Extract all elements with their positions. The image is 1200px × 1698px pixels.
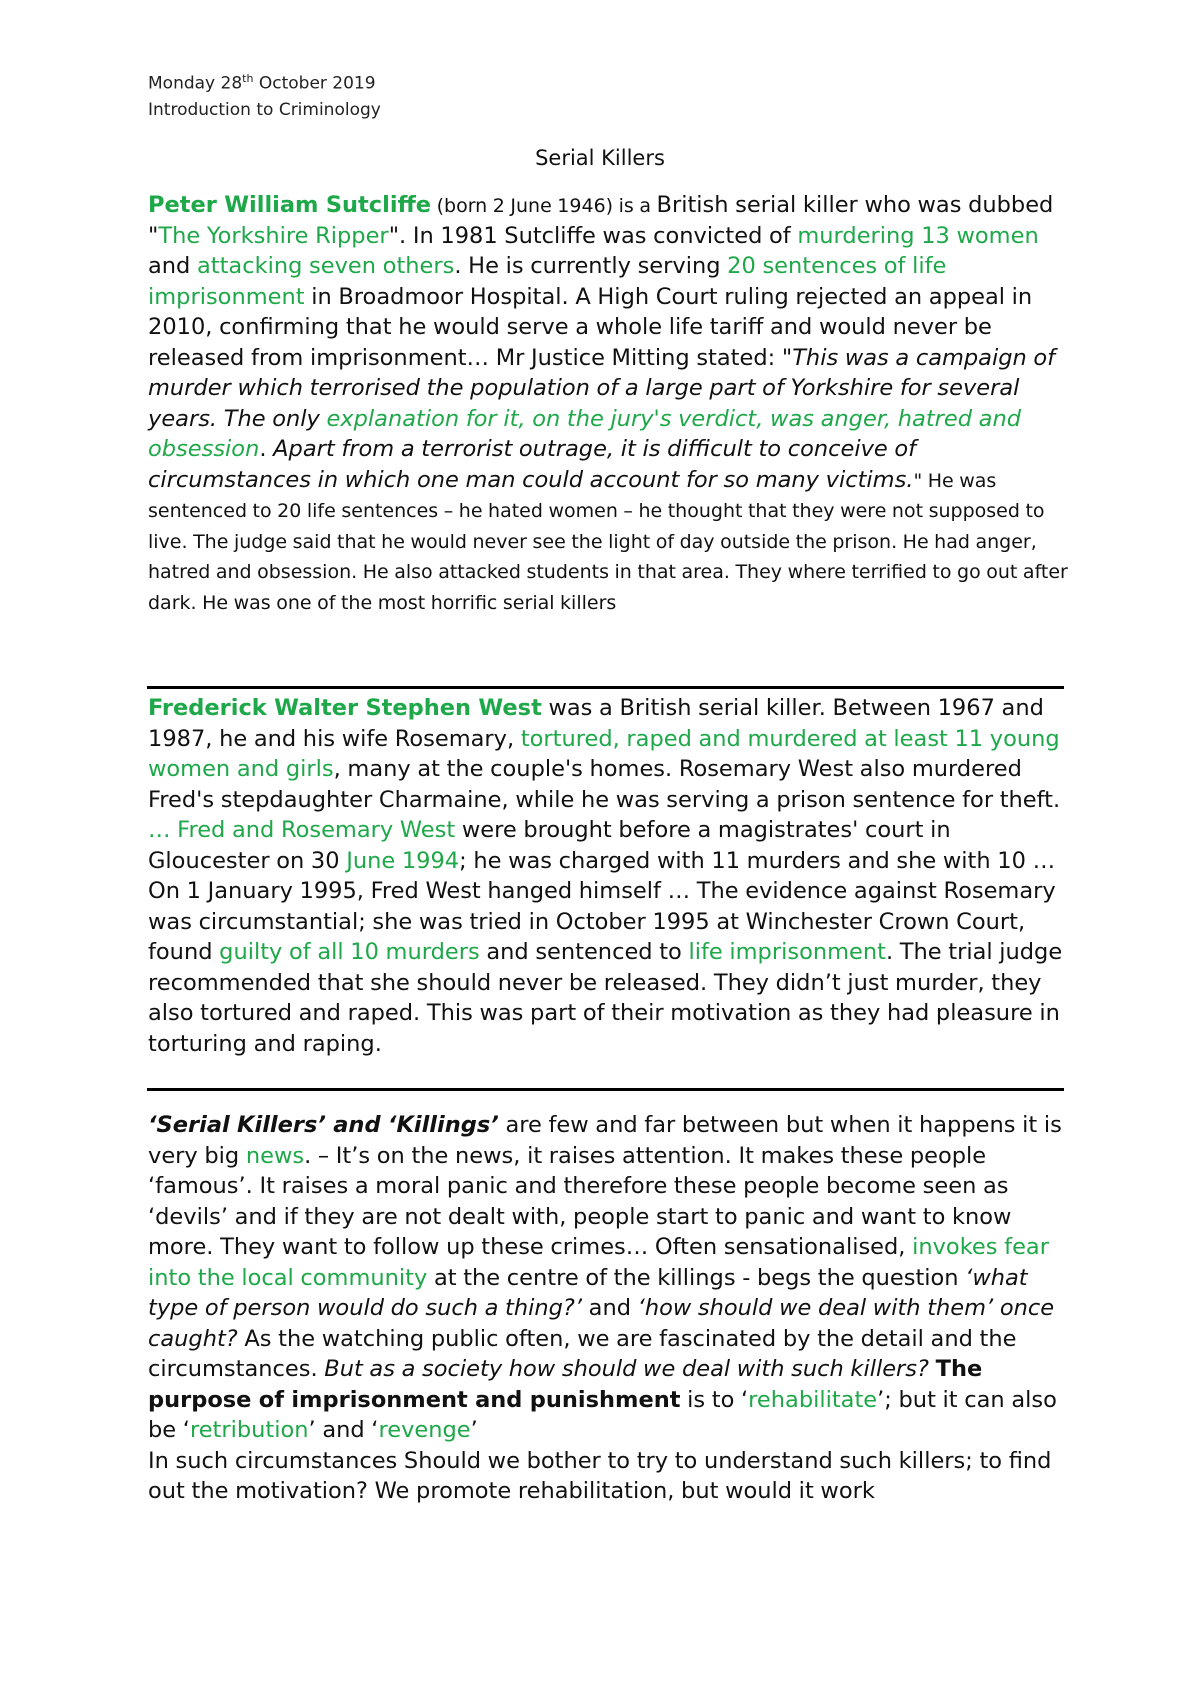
sutcliffe-name: Peter William Sutcliffe [148,192,432,218]
header-date: Monday 28th October 2019 [148,72,376,94]
section-divider [147,686,1064,689]
discussion-paragraph: ‘Serial Killers’ and ‘Killings’ are few and far between but when it happens it is very big news. – It’s on the news, it raises attention. It makes these people ‘famous’. It raises a moral panic and therefore these people become seen as ‘devils’ and if they are not dealt with, people start to panic and want to know more. They want to follow up these crimes… Often sensationalised, invokes fear into the local community at the centre of the killings - begs the question ‘what type of person would do such a thing?’ and ‘how should we deal with them’ once caught? As the watching public often, we are fascinated by the detail and the circumstances. But as a society how should we deal with such killers? The purpose of imprisonment and punishment is to ‘rehabilitate’; but it can also be ‘retribution’ and ‘revenge’ In such circumstances Should we bother to try to understand such killers; to find out the motivation? We promote rehabilitation, but would it work [148,1112,1062,1504]
west-paragraph: Frederick Walter Stephen West was a British serial killer. Between 1967 and 1987, he and his wife Rosemary, tortured, raped and murdered at least 11 young women and girls, many at the couple's homes. Rosemary West also murdered Fred's stepdaughter Charmaine, while he was serving a prison sentence for theft. … Fred and Rosemary West were brought before a magistrates' court in Gloucester on 30 June 1994; he was charged with 11 murders and she with 10 …On 1 January 1995, Fred West hanged himself … The evidence against Rosemary was circumstantial; she was tried in October 1995 at Winchester Crown Court, found guilty of all 10 murders and sentenced to life imprisonment. The trial judge recommended that she should never be released. They didn’t just murder, they also tortured and raped. This was part of their motivation as they had pleasure in torturing and raping. [148,695,1063,1057]
closing-question: In such circumstances Should we bother to try to understand such killers; to find out the motivation? We promote rehabilitation, but would it work [148,1447,1052,1504]
west-name: Frederick Walter Stephen West [148,695,542,721]
sutcliffe-paragraph: Peter William Sutcliffe (born 2 June 1946) is a British serial killer who was dubbed "The Yorkshire Ripper". In 1981 Sutcliffe was convicted of murdering 13 women and attacking seven others. He is currently serving 20 sentences of life imprisonment in Broadmoor Hospital. A High Court ruling rejected an appeal in 2010, confirming that he would serve a whole life tariff and would never be released from imprisonment… Mr Justice Mitting stated: "This was a campaign of murder which terrorised the population of a large part of Yorkshire for several years. The only explanation for it, on the jury's verdict, was anger, hatred and obsession. Apart from a terrorist outrage, it is difficult to conceive of circumstances in which one man could account for so many victims." He was sentenced to 20 life sentences – he hated women – he thought that they were not supposed to live. The judge said that he would never see the light of day outside the prison. He had anger, hatred and obsession. He also attacked students in that area. They where terrified to go out after dark. He was one of the most horrific serial killers [148,192,1068,614]
section-divider [147,1088,1064,1091]
header-course: Introduction to Criminology [148,100,381,120]
document-title: Serial Killers [535,146,665,170]
